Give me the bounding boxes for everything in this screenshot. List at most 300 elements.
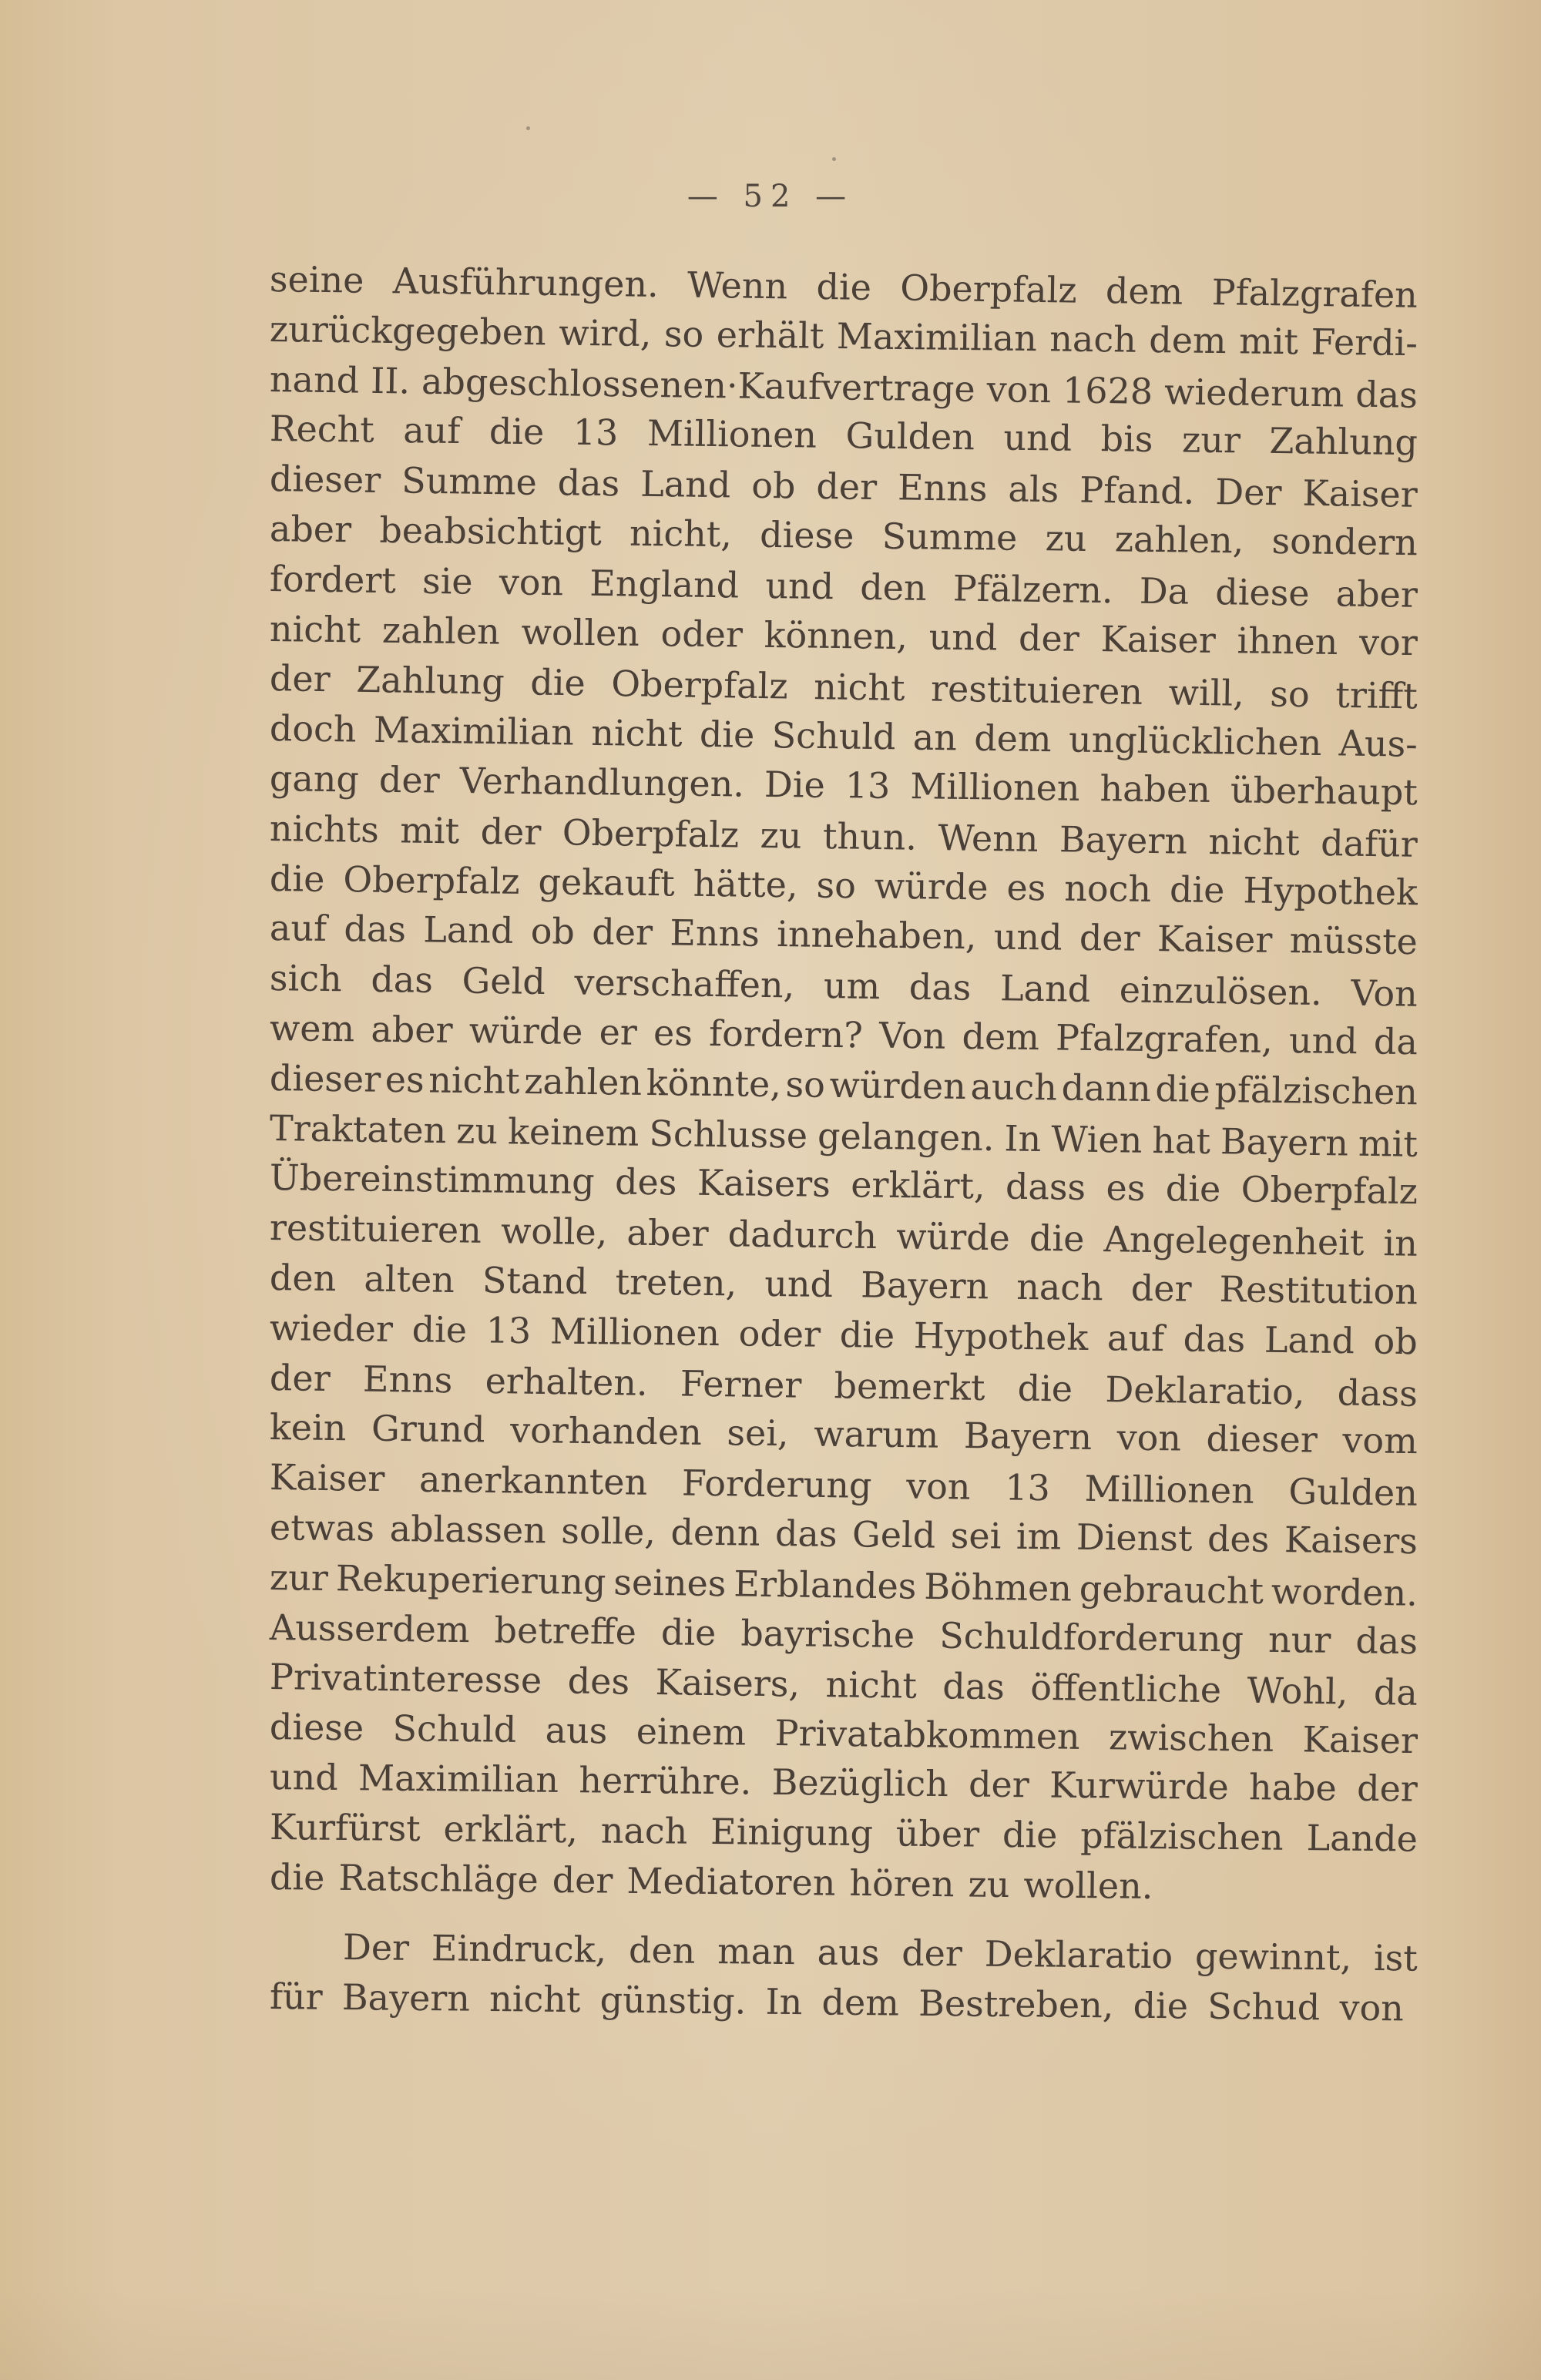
word: nach [1016, 1265, 1104, 1309]
word: dadurch [727, 1213, 878, 1257]
word: In [1004, 1116, 1042, 1160]
word: zur [1181, 418, 1241, 462]
word: von [1116, 1416, 1182, 1459]
word: das [942, 1665, 1006, 1708]
word: öffentliche [1029, 1667, 1222, 1711]
word: Bestreben, [918, 1982, 1114, 2026]
word: aus [817, 1931, 880, 1974]
word: zu [968, 1862, 1010, 1905]
word: Kurwürde [1049, 1764, 1230, 1808]
word: Gulden [845, 415, 975, 458]
word: Kaisers [1284, 1519, 1418, 1563]
word: abgeschlossenen·Kaufvertrage [421, 360, 976, 410]
word: würde [895, 1215, 1011, 1259]
word: Pfälzern. [952, 567, 1113, 612]
word: würde [468, 1009, 583, 1052]
word: Stand [482, 1259, 588, 1302]
word: das [344, 908, 407, 951]
word: das [1183, 1318, 1246, 1361]
word: restituieren [269, 1207, 482, 1251]
word: den [859, 566, 927, 609]
word: gelangen. [817, 1114, 995, 1159]
word: dass [1005, 1166, 1086, 1209]
word: Schuldforderung [938, 1614, 1244, 1660]
word: Schud [1207, 1985, 1321, 2029]
word: das [371, 958, 434, 1002]
word: Enns [362, 1358, 453, 1401]
word: denn [670, 1511, 760, 1554]
word: Ausserdem [269, 1606, 470, 1650]
word: gebraucht [1079, 1567, 1264, 1612]
word: als [1008, 468, 1059, 511]
word: gekauft [538, 860, 676, 904]
word: Privatabkommen [774, 1712, 1080, 1757]
word: Traktaten [269, 1106, 447, 1151]
word: Kurfürst [269, 1805, 421, 1849]
word: Von [878, 1014, 946, 1057]
word: oder [660, 612, 744, 656]
word: nicht [269, 607, 361, 651]
word: die [1169, 868, 1225, 911]
word: so [1270, 673, 1311, 716]
word: es [653, 1012, 693, 1054]
word: Summe [401, 459, 538, 504]
word: der [378, 758, 440, 801]
word: dieser [1206, 1418, 1318, 1461]
word: Hypothek [1243, 869, 1418, 913]
word: einzulösen. [1119, 968, 1323, 1014]
word: von [1339, 1986, 1405, 2029]
word: das [774, 1512, 838, 1555]
word: aber [1335, 572, 1418, 616]
word: ihnen [1237, 619, 1338, 663]
word: könnte, [646, 1061, 782, 1105]
word: Summe [881, 515, 1018, 559]
word: dem [821, 1981, 900, 2024]
word: pfälzischen [1214, 1068, 1418, 1113]
word: doch [269, 707, 357, 750]
word: Bayern [1059, 818, 1188, 862]
word: II. [370, 359, 411, 402]
word: man [717, 1930, 796, 1973]
word: günstig. [599, 1979, 747, 2022]
word: fordern? [708, 1012, 864, 1056]
word: Millionen [549, 1310, 720, 1354]
word: zahlen [381, 609, 501, 653]
word: Enns [670, 911, 760, 955]
word: aus [545, 1709, 608, 1752]
word: kein [269, 1406, 347, 1449]
word: Oberpfalz [899, 267, 1077, 311]
word: würde [874, 864, 989, 908]
word: der [552, 1858, 613, 1902]
word: Geld [462, 959, 546, 1003]
word: Millionen [910, 765, 1080, 809]
word: des [614, 1160, 677, 1203]
word: gewinnt, [1194, 1935, 1352, 1979]
word: die [411, 1307, 468, 1351]
word: Bayern [963, 1415, 1093, 1459]
word: es [1106, 1167, 1146, 1210]
word: Deklaratio, [1105, 1368, 1305, 1413]
word: dem [973, 717, 1053, 760]
word: ob [1373, 1320, 1418, 1362]
word: das [1355, 373, 1418, 416]
word: der [968, 1763, 1030, 1806]
word: In [765, 1980, 803, 2023]
word: erhält [716, 313, 824, 357]
word: der [1356, 1767, 1418, 1810]
word: und [764, 1262, 834, 1305]
word: treten, [615, 1260, 737, 1304]
word: zu [760, 814, 802, 857]
word: Bayern [860, 1264, 989, 1307]
word: nicht [1208, 820, 1301, 864]
word: 13 [485, 1309, 532, 1351]
word: oder [738, 1312, 821, 1355]
word: das [908, 965, 972, 1009]
word: Kaiser [269, 1456, 385, 1500]
word: der [1018, 616, 1080, 660]
word: Millionen [1084, 1467, 1255, 1512]
word: Oberpfalz [343, 858, 520, 902]
word: der [480, 810, 542, 853]
word: Verhandlungen. [459, 759, 745, 805]
word: und [765, 564, 834, 608]
word: 1628 [1062, 368, 1153, 412]
word: der [269, 657, 331, 700]
word: nicht [590, 712, 683, 755]
word: in [1383, 1222, 1418, 1264]
word: zurückgegeben [269, 307, 547, 354]
word: einem [636, 1710, 747, 1754]
word: wem [269, 1006, 355, 1050]
word: gang [269, 757, 360, 801]
word: die [1017, 1367, 1073, 1410]
paper-speck [832, 157, 836, 161]
word: bemerkt [834, 1364, 985, 1408]
word: von [986, 368, 1052, 411]
word: Ferdi- [1311, 321, 1418, 364]
word: Bayern [341, 1976, 471, 2019]
word: und [928, 616, 998, 659]
word: müsste [1289, 919, 1418, 963]
word: die [816, 265, 872, 308]
word: die [699, 713, 755, 756]
word: Enns [897, 466, 988, 510]
word: Bayern [1220, 1120, 1349, 1164]
word: die [660, 1610, 717, 1653]
word: unglücklichen [1068, 718, 1322, 764]
word: wolle, [500, 1210, 608, 1254]
word: den [269, 1256, 337, 1299]
word: mit [1238, 320, 1299, 363]
word: Geld [851, 1513, 936, 1556]
word: der [1079, 917, 1140, 960]
word: innehaben, [776, 913, 977, 958]
word: hören [849, 1861, 955, 1905]
word: zu [1045, 517, 1087, 559]
word: Der [342, 1926, 410, 1969]
word: Der [1214, 471, 1282, 514]
word: Schuld [771, 714, 896, 758]
word: des [1207, 1517, 1270, 1560]
word: von [499, 560, 564, 604]
word: Zahlung [355, 659, 505, 703]
word: wollen [521, 610, 640, 654]
word: nicht [813, 666, 905, 710]
word: Ferner [680, 1361, 802, 1406]
word: Forderung [681, 1462, 872, 1507]
word: will, [1168, 671, 1245, 715]
word: Land [999, 967, 1091, 1011]
word: 13 [572, 411, 619, 454]
word: Pfand. [1079, 468, 1195, 512]
word: nicht [825, 1663, 918, 1707]
word: der [816, 465, 878, 509]
word: überhaupt [1230, 769, 1418, 814]
word: solle, [561, 1509, 656, 1553]
word: seine [269, 258, 364, 301]
word: Bezüglich [771, 1761, 949, 1805]
word: auch [970, 1065, 1058, 1109]
word: Rekuperierung [335, 1556, 606, 1603]
word: hat [1152, 1119, 1211, 1162]
word: im [1016, 1515, 1062, 1558]
word: nicht, [629, 512, 733, 556]
word: die [1029, 1217, 1085, 1260]
word: er [599, 1011, 638, 1053]
word: bis [1100, 418, 1153, 461]
word: Böhmen [923, 1565, 1073, 1610]
word: Die [764, 763, 826, 806]
word: die [529, 661, 586, 704]
word: der [269, 1356, 331, 1399]
word: und [1288, 1019, 1358, 1062]
word: den [628, 1929, 696, 1972]
word: diese [759, 513, 854, 557]
word: Kaiser [1302, 1718, 1418, 1762]
word: 13 [844, 764, 891, 807]
word: fordert [269, 557, 397, 602]
word: die [1165, 1167, 1221, 1210]
word: Deklaratio [984, 1933, 1173, 1977]
word: die [839, 1313, 895, 1356]
word: vom [1342, 1419, 1418, 1462]
word: wieder [269, 1306, 394, 1350]
word: sei [950, 1514, 1002, 1557]
word: über [895, 1812, 980, 1855]
word: Einigung [710, 1810, 874, 1854]
word: Schlusse [649, 1112, 808, 1156]
word: der [1130, 1267, 1192, 1310]
word: dem [1105, 270, 1183, 313]
word: trifft [1335, 674, 1418, 717]
word: Land [1264, 1318, 1355, 1361]
word: nichts [269, 807, 380, 851]
word: alten [364, 1257, 455, 1301]
word: nach [1049, 317, 1137, 361]
word: Kaisers, [655, 1661, 801, 1705]
word: haben [1100, 767, 1211, 811]
word: würden [829, 1063, 967, 1107]
word: Kaiser [1157, 918, 1273, 962]
word: warum [813, 1412, 939, 1456]
word: Dienst [1076, 1516, 1193, 1559]
word: diese [1214, 570, 1310, 614]
word: nand [269, 358, 360, 401]
word: Lande [1306, 1816, 1418, 1860]
word: nicht [428, 1059, 520, 1102]
word: zwischen [1108, 1716, 1274, 1761]
word: dieser [269, 458, 381, 502]
word: sei, [727, 1412, 789, 1455]
word: erhalten. [485, 1359, 648, 1404]
word: Oberpfalz [610, 663, 789, 707]
word: ist [1373, 1937, 1418, 1979]
word: Übereinstimmung [269, 1156, 596, 1203]
word: und [269, 1755, 338, 1798]
word: Aus- [1338, 722, 1418, 765]
word: können, [764, 613, 908, 657]
paper-shading [0, 2288, 1541, 2380]
word: das [1355, 1619, 1418, 1662]
word: so [816, 864, 857, 906]
word: Recht [269, 408, 375, 451]
word: die [269, 857, 325, 900]
word: etwas [269, 1506, 375, 1549]
word: dem [1149, 318, 1227, 361]
word: nach [600, 1809, 688, 1852]
word: seines [613, 1560, 727, 1604]
word: bayrische [740, 1611, 915, 1656]
word: Restitution [1219, 1267, 1418, 1313]
word: sich [269, 957, 343, 1000]
word: Maximilian [836, 314, 1038, 359]
word: vorhanden [509, 1409, 703, 1454]
word: betreffe [494, 1609, 637, 1653]
word: Schuld [392, 1707, 517, 1751]
word: auf [402, 409, 461, 452]
word: sie [421, 559, 473, 603]
word: verschaffen, [574, 961, 795, 1006]
word: wollen. [1023, 1863, 1153, 1907]
word: dieser [269, 1056, 381, 1100]
word: Grund [371, 1407, 485, 1451]
word: thun. [822, 814, 918, 858]
word: ob [750, 464, 796, 507]
word: Ausführungen. [392, 260, 660, 306]
word: hätte, [693, 862, 798, 905]
word: Maximilian [358, 1757, 559, 1801]
word: anerkannten [418, 1458, 648, 1503]
word: worden. [1271, 1569, 1418, 1614]
word: an [912, 716, 958, 759]
word: wird, [558, 311, 652, 354]
word: England [589, 562, 740, 606]
word: aber [371, 1008, 453, 1051]
word: Privatinteresse [269, 1656, 542, 1702]
word: so [785, 1062, 826, 1106]
word: auf [1106, 1317, 1165, 1359]
word: Wien [1050, 1117, 1143, 1161]
word: aber [269, 507, 352, 551]
word: Da [1139, 569, 1190, 613]
word: sondern [1271, 519, 1418, 564]
word: die [1002, 1813, 1058, 1856]
word: Kaiser [1302, 472, 1418, 515]
word: vor [1358, 620, 1418, 663]
word: und [1003, 417, 1073, 460]
word: dem [962, 1015, 1040, 1059]
word: der [901, 1932, 963, 1975]
word: erklärt, [850, 1163, 985, 1207]
word: zur [269, 1556, 329, 1599]
word: nur [1267, 1618, 1331, 1661]
word: da [1373, 1671, 1418, 1714]
body-text [269, 254, 1418, 2029]
word: die [1133, 1984, 1189, 2027]
word: Angelegenheit [1103, 1218, 1365, 1264]
word: ablassen [389, 1507, 547, 1552]
word: dann [1061, 1066, 1152, 1109]
word: Erblandes [733, 1563, 917, 1607]
word: zahlen, [1114, 518, 1244, 562]
word: Wohl, [1247, 1670, 1348, 1713]
word: um [823, 965, 881, 1008]
word: für [269, 1976, 323, 2018]
word: erklärt, [443, 1808, 579, 1851]
word: ob [530, 910, 576, 953]
word: und [993, 915, 1063, 958]
word: keinem [507, 1109, 640, 1154]
word: habe [1248, 1766, 1338, 1809]
word: nicht [488, 1978, 581, 2021]
word: es [384, 1058, 425, 1101]
word: Oberpfalz [562, 811, 740, 856]
word: Eindruck, [431, 1927, 607, 1971]
word: da [1373, 1020, 1418, 1063]
word: auf [269, 907, 327, 950]
word: Land [423, 908, 514, 952]
word: restituieren [930, 667, 1143, 713]
word: dass [1337, 1371, 1418, 1415]
word: so [663, 313, 704, 355]
word: Gulden [1288, 1470, 1418, 1514]
word: Zahlung [1269, 420, 1418, 464]
word: herrühre. [579, 1759, 752, 1803]
word: Oberpfalz [1241, 1168, 1418, 1213]
word: Kaiser [1100, 617, 1217, 661]
word: Wenn [687, 264, 788, 307]
word: diese [269, 1706, 364, 1749]
page-number-header: — 52 — [687, 179, 854, 214]
word: die [269, 1855, 325, 1898]
word: Von [1351, 972, 1418, 1015]
word: Hypothek [913, 1314, 1089, 1358]
word: 13 [1004, 1466, 1051, 1509]
word: Maximilian [373, 709, 575, 754]
word: des [567, 1660, 630, 1703]
word: mit [399, 809, 460, 852]
word: Pfalzgrafen [1211, 271, 1418, 316]
word: Pfalzgrafen, [1055, 1016, 1274, 1061]
word: es [1006, 866, 1046, 908]
word: Land [640, 462, 731, 506]
word: mit [1358, 1122, 1418, 1165]
paper-speck [526, 126, 530, 130]
word: noch [1064, 867, 1152, 910]
